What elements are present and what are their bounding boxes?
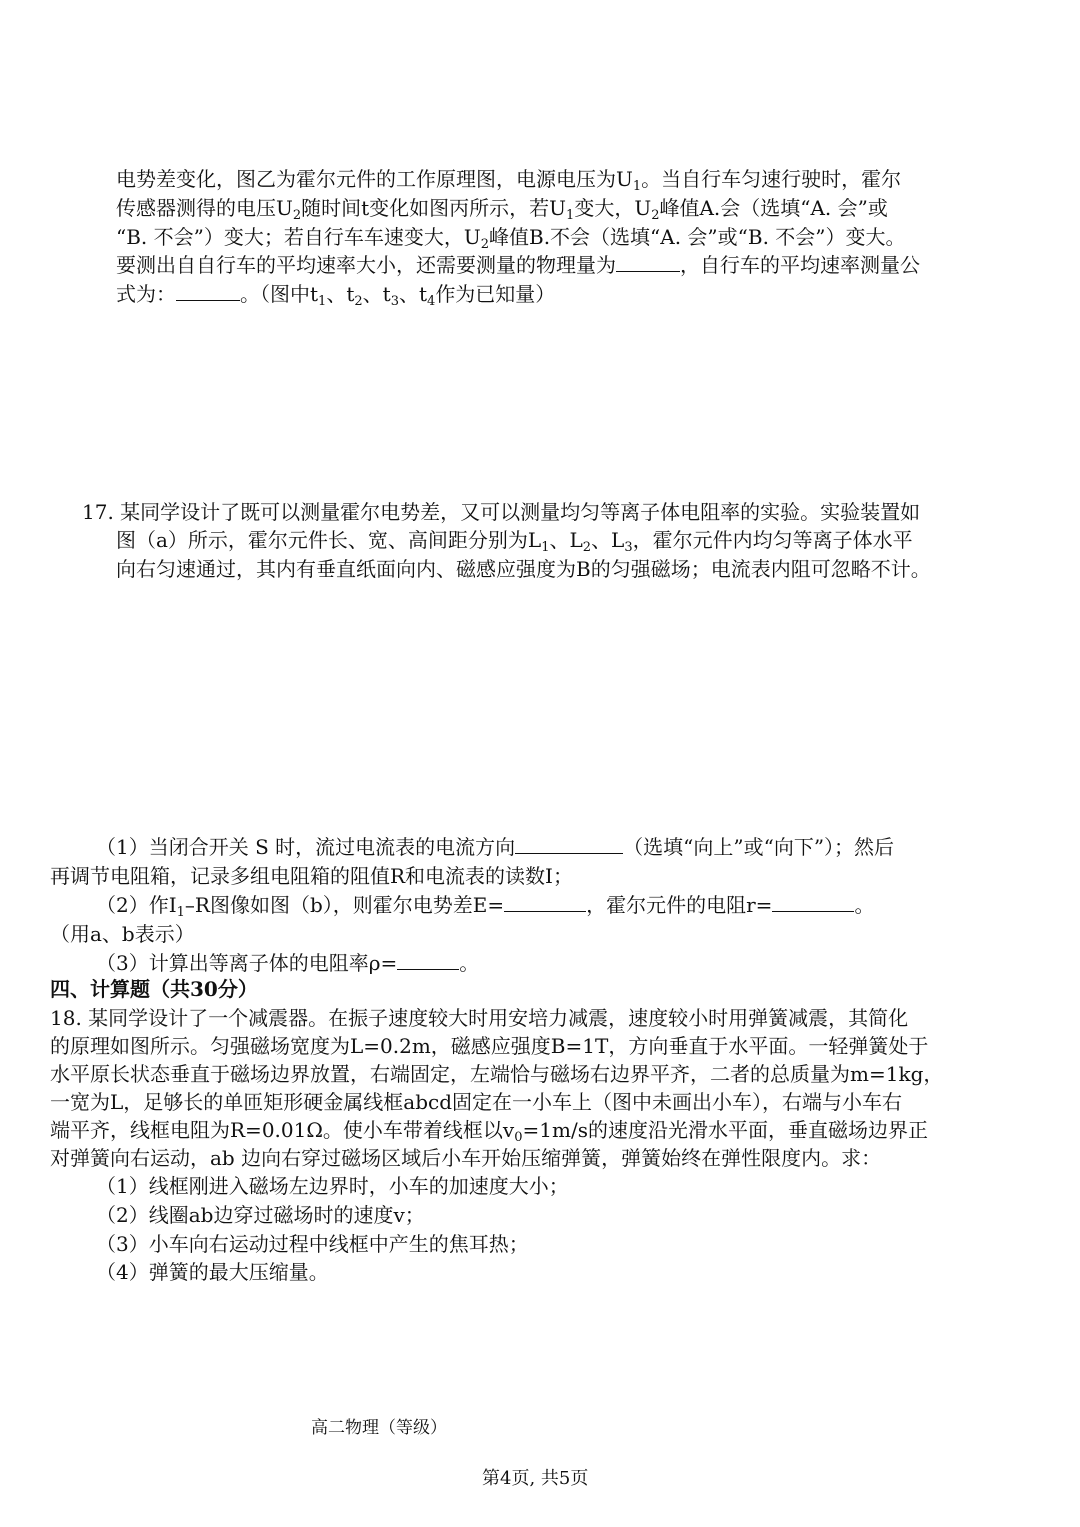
q17-line-2: 图（a）所示，霍尔元件长、宽、高间距分别为$L_1$、$L_2$、$L_3$，霍尔元件内均匀等离子体水平 xyxy=(116,528,913,555)
footer-subject: 高二物理（等级） xyxy=(311,1418,447,1438)
q18-line-6: 对弹簧向右运动，ab 边向右穿过磁场区域后小车开始压缩弹簧，弹簧始终在弹性限度内。求： xyxy=(50,1146,882,1170)
q18-line-4: 一宽为L，足够长的单匝矩形硬金属线框abcd固定在一小车上（图中未画出小车），右端与小车右 xyxy=(50,1090,903,1114)
q18-line-5: 端平齐，线框电阻为R=0.01Ω。使小车带着线框以$v_0=1m/s$的速度沿光滑水平面，垂直磁场边界正 xyxy=(50,1118,928,1145)
q17-part-2: （2）作$I_1-R$图像如图（b），则霍尔电势差E= ，霍尔元件的电阻r= 。 xyxy=(96,893,875,920)
q17-part-1-cont: 再调节电阻箱，记录多组电阻箱的阻值R和电流表的读数I； xyxy=(50,864,573,888)
section-4-title: 四、计算题（共30分） xyxy=(50,977,258,1001)
q17-line-3: 向右匀速通过，其内有垂直纸面向内、磁感应强度为B的匀强磁场；电流表内阻可忽略不计。 xyxy=(116,557,931,581)
figure-16 xyxy=(0,310,1080,500)
q16-line-5: 式为： 。（图中$t_1$、$t_2$、$t_3$、$t_4$作为已知量） xyxy=(116,282,556,309)
q18-line-3: 水平原长状态垂直于磁场边界放置，右端固定，左端恰与磁场右边界平齐，二者的总质量为m=1kg， xyxy=(50,1062,944,1086)
q18-sub-3: （3）小车向右运动过程中线框中产生的焦耳热； xyxy=(96,1232,529,1256)
figure-17 xyxy=(0,580,1080,840)
q17-part-3: （3）计算出等离子体的电阻率ρ= 。 xyxy=(96,951,480,975)
q16-line-4: 要测出自自行车的平均速率大小，还需要测量的物理量为 ，自行车的平均速率测量公 xyxy=(116,253,920,277)
q16-line-1: 电势差变化，图乙为霍尔元件的工作原理图，电源电压为$U_1$。当自行车匀速行驶时，霍尔 xyxy=(116,167,902,194)
q17-line-1: 17. 某同学设计了既可以测量霍尔电势差，又可以测量均匀等离子体电阻率的实验。实验装置如 xyxy=(82,500,921,524)
q16-line-3: “B. 不会”）变大；若自行车车速变大，$U_2$峰值B.不会（选填“A. 会”或“B. 不会”）变大。 xyxy=(116,225,906,252)
answer-blank[interactable] xyxy=(504,893,586,912)
q18-line-2: 的原理如图所示。匀强磁场宽度为L=0.2m，磁感应强度B=1T，方向垂直于水平面。一轻弹簧处于 xyxy=(50,1034,929,1058)
answer-blank[interactable] xyxy=(616,253,680,272)
q17-part-1: （1）当闭合开关 S 时，流过电流表的电流方向 （选填“向上”或“向下”）；然后 xyxy=(96,835,895,859)
answer-blank[interactable] xyxy=(397,951,459,970)
answer-blank[interactable] xyxy=(772,893,854,912)
footer-page-number: 第4页, 共5页 xyxy=(482,1468,589,1489)
q16-line-2: 传感器测得的电压$U_2$随时间t变化如图丙所示，若$U_1$变大，$U_2$峰值A.会（选填“A. 会”或 xyxy=(116,196,888,223)
q18-line-1: 18. 某同学设计了一个减震器。在振子速度较大时用安培力减震，速度较小时用弹簧减震，其简化 xyxy=(50,1006,909,1030)
answer-blank[interactable] xyxy=(176,282,240,301)
q17-part-2-cont: （用a、b表示） xyxy=(50,922,195,946)
answer-blank[interactable] xyxy=(515,835,623,854)
q18-sub-4: （4）弹簧的最大压缩量。 xyxy=(96,1260,329,1284)
q18-sub-1: （1）线框刚进入磁场左边界时，小车的加速度大小； xyxy=(96,1174,569,1198)
q18-sub-2: （2）线圈ab边穿过磁场时的速度v； xyxy=(96,1203,425,1227)
